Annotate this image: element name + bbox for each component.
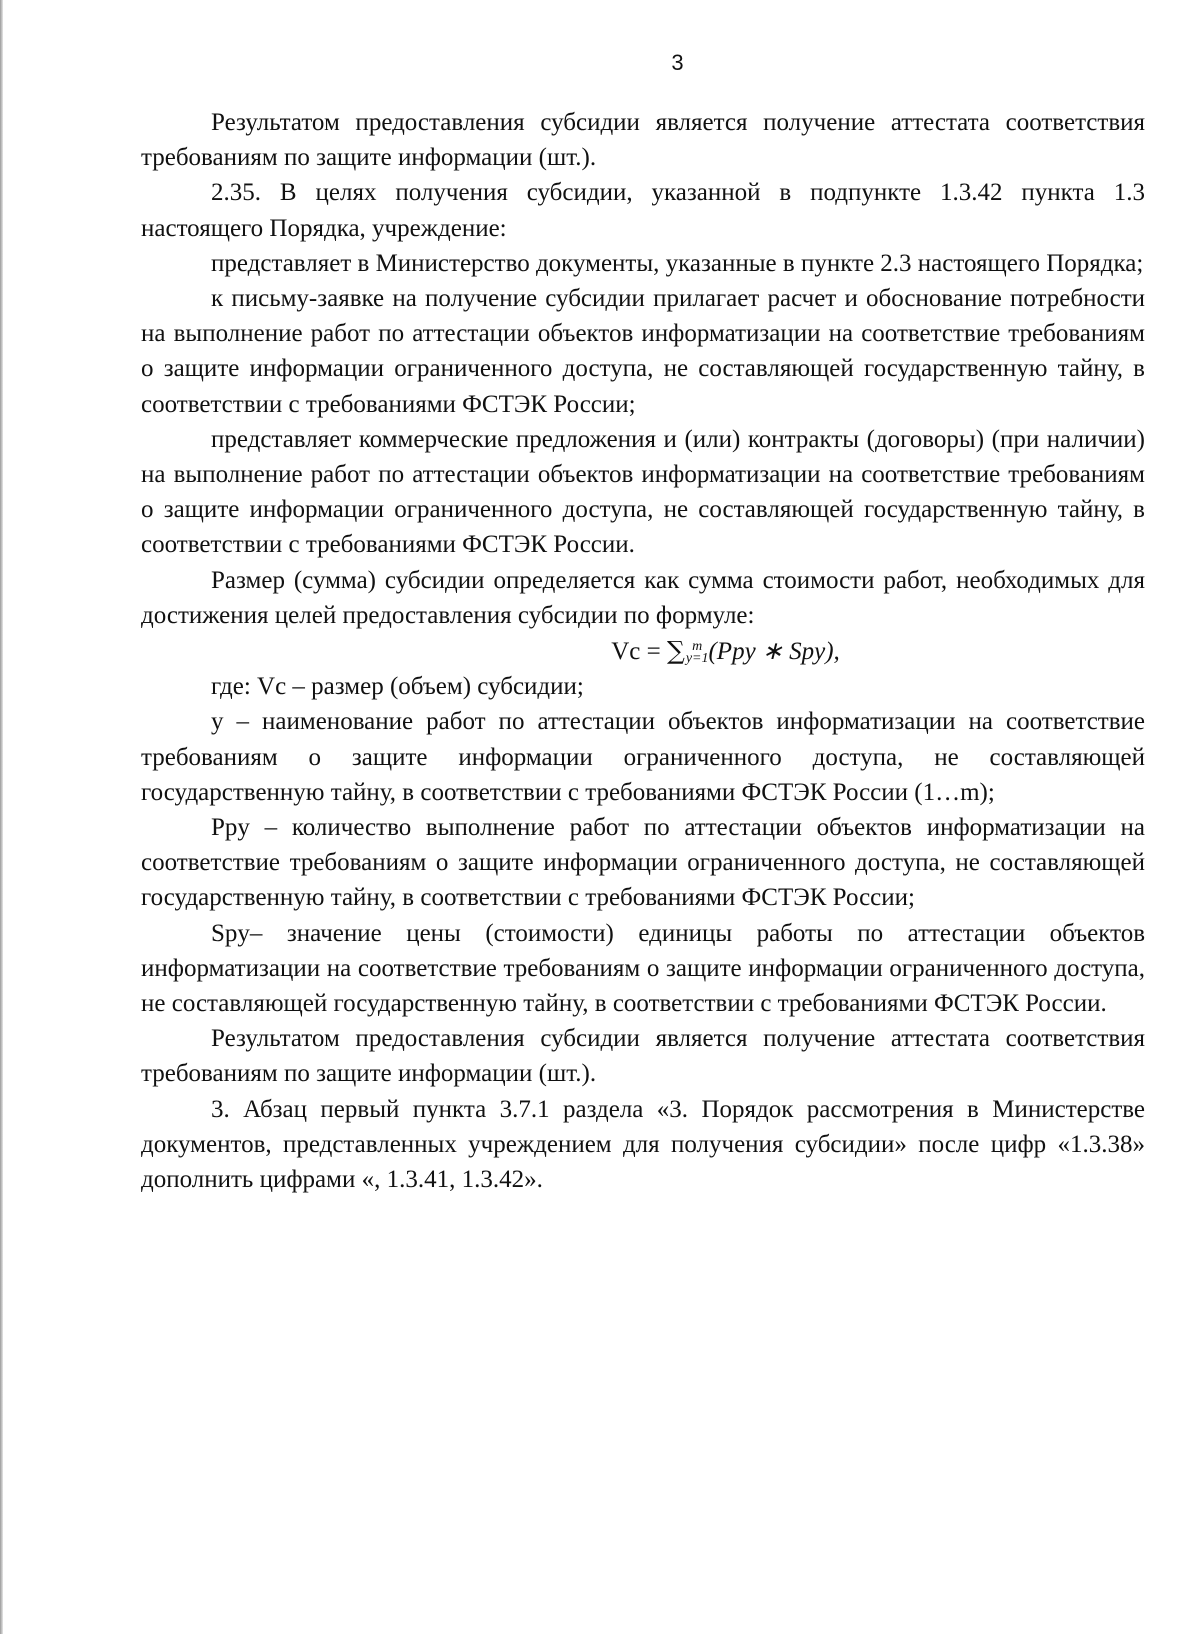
paragraph-submits-documents: представляет в Министерство документы, указанные в пункте 2.3 настоящего Порядка; — [211, 249, 1144, 277]
paragraph-result-1: Результатом предоставления субсидии является получение аттестата соответствия требованиям по защите информации (шт.). — [141, 109, 1145, 172]
paragraph-result-2: Результатом предоставления субсидии является получение аттестата соответствия требованиям по защите информации (шт.). — [141, 1025, 1145, 1088]
definition-spy: Spy– значение цены (стоимости) единицы работы по аттестации объектов информатизации на соответствие требованиям о защите информации ограниченного доступа, не составляющей государственную тайну, в соответствии с требованиями ФСТЭК России. — [141, 919, 1145, 1018]
paragraph-item-3: 3. Абзац первый пункта 3.7.1 раздела «3. Порядок рассмотрения в Министерстве документов, представленных учреждением для получения субсидии» после цифр «1.3.38» дополнить цифрами «, 1.3.41, 1.3.42». — [141, 1095, 1145, 1194]
formula-body: (Ppy ∗ Spy), — [708, 638, 840, 666]
scan-edge — [0, 0, 3, 1634]
paragraph-letter-request: к письму-заявке на получение субсидии прилагает расчет и обоснование потребности на выполнение работ по аттестации объектов информатизации на соответствие требованиям о защите информации ограниченного доступа, не составляющей государственную тайну, в соответствии с требованиями ФСТЭК России; — [141, 285, 1145, 418]
definition-ppy: Ppy – количество выполнение работ по аттестации объектов информатизации на соответствие требованиям о защите информации ограниченного доступа, не составляющей государственную тайну, в соответствии с требованиями ФСТЭК России; — [141, 814, 1145, 912]
paragraph-commercial-offers: представляет коммерческие предложения и (или) контракты (договоры) (при наличии) на выполнение работ по аттестации объектов информатизации на соответствие требованиям о защите информации ограниченного доступа, не составляющей государственную тайну, в соответствии с требованиями ФСТЭК России. — [141, 425, 1145, 559]
document-body — [141, 105, 1145, 1197]
formula-limits — [686, 641, 709, 665]
formula-sum-symbol: ∑ — [666, 636, 685, 666]
definition-vc: где: Vc – размер (объем) субсидии; — [211, 673, 584, 701]
paragraph-2-35: 2.35. В целях получения субсидии, указанной в подпункте 1.3.42 пункта 1.3 настоящего Порядка, учреждение: — [141, 179, 1145, 242]
paragraph-subsidy-size: Размер (сумма) субсидии определяется как сумма стоимости работ, необходимых для достижения целей предоставления субсидии по формуле: — [141, 566, 1145, 629]
formula-lower-limit: y=1 — [685, 651, 709, 667]
definition-y: y – наименование работ по аттестации объектов информатизации на соответствие требованиям о защите информации ограниченного доступа, не составляющей государственную тайну, в соответствии с требованиями ФСТЭК России (1…m); — [141, 708, 1145, 806]
subsidy-formula — [141, 633, 1145, 669]
formula-lhs: Vc = — [611, 638, 667, 666]
formula-upper-limit: m — [692, 639, 703, 655]
page-number: 3 — [671, 50, 684, 75]
